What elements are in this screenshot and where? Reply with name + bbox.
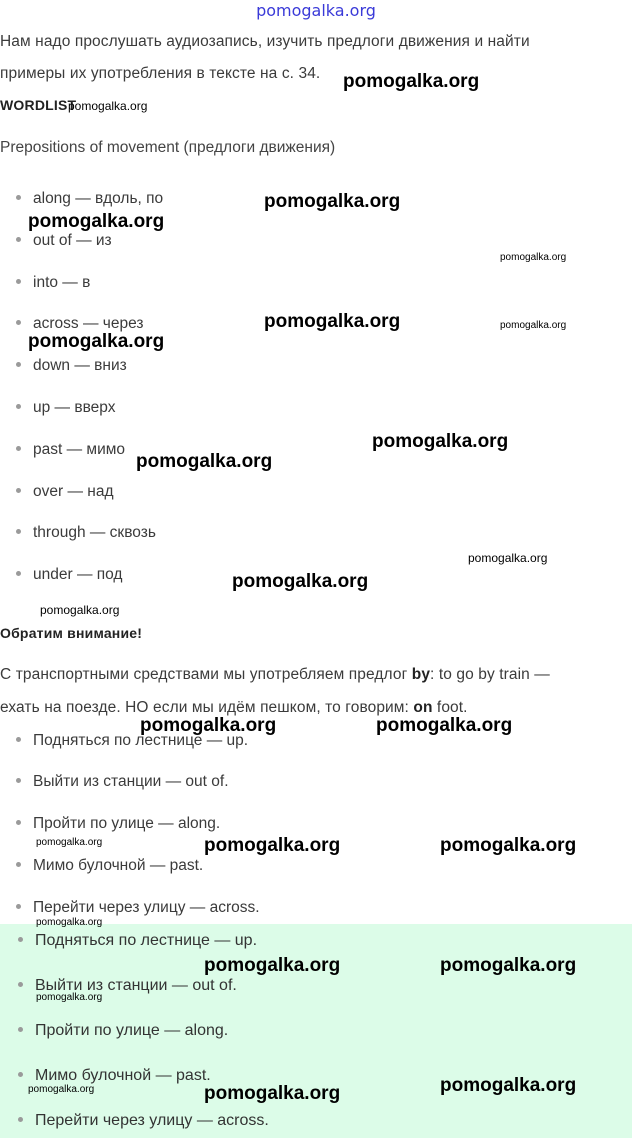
list-item: [16, 188, 163, 210]
list-item-text: Пройти по улице — along.: [35, 1022, 229, 1039]
list-item-text: Мимо булочной — past.: [35, 1067, 211, 1084]
list-item: [16, 481, 114, 503]
wordlist-heading: WORDLIST: [0, 97, 77, 113]
list-item-text: Перейти через улицу — across.: [35, 1112, 269, 1129]
list-item-text: down — вниз: [33, 357, 127, 374]
note-text: ехать на поезде. НО если мы идём пешком, то говорим:: [0, 699, 414, 716]
list-item-text: past — мимо: [33, 441, 126, 458]
list-item: [18, 930, 257, 952]
list-item-text: under — под: [33, 566, 123, 583]
list-item: [16, 522, 156, 544]
list-item-text: out of — из: [33, 232, 112, 249]
bullet-icon: [16, 778, 21, 783]
bullet-icon: [18, 1072, 23, 1077]
note-heading: Обратим внимание!: [0, 625, 143, 641]
bullet-icon: [16, 362, 21, 367]
bullet-icon: [18, 982, 23, 987]
watermark: pomogalka.org: [264, 191, 401, 212]
note-bold-by: by: [411, 666, 431, 683]
list-item: [16, 771, 229, 793]
watermark: pomogalka.org: [140, 715, 277, 736]
watermark: pomogalka.org: [468, 551, 548, 565]
site-header-logo[interactable]: pomogalka.org: [256, 1, 376, 20]
list-item-text: across — через: [33, 315, 144, 332]
bullet-icon: [18, 1117, 23, 1122]
watermark: pomogalka.org: [68, 99, 148, 113]
bullet-icon: [16, 529, 21, 534]
list-item: [16, 230, 112, 252]
list-item: [16, 397, 115, 419]
bullet-icon: [16, 904, 21, 909]
bullet-icon: [16, 404, 21, 409]
watermark: pomogalka.org: [40, 603, 120, 617]
list-item-text: along — вдоль, по: [33, 190, 164, 207]
note-text: foot.: [432, 699, 468, 716]
list-item-text: into — в: [33, 274, 91, 291]
list-item: [16, 355, 127, 377]
list-item-text: Подняться по лестнице — up.: [35, 932, 258, 949]
list-item-text: Подняться по лестнице — up.: [33, 732, 249, 749]
list-item-text: Пройти по улице — along.: [33, 815, 221, 832]
note-text: : to go by train —: [430, 666, 550, 683]
bullet-icon: [18, 937, 23, 942]
watermark: pomogalka.org: [343, 71, 480, 92]
list-item-text: Мимо булочной — past.: [33, 857, 204, 874]
watermark: pomogalka.org: [440, 955, 577, 976]
note-line-1: [0, 659, 632, 691]
prepositions-heading: Prepositions of movement (предлоги движения): [0, 139, 336, 156]
watermark: pomogalka.org: [500, 320, 567, 331]
bullet-icon: [16, 320, 21, 325]
watermark: pomogalka.org: [28, 331, 165, 352]
note-text: С транспортными средствами мы употребляем предлог: [0, 666, 412, 683]
watermark: pomogalka.org: [440, 835, 577, 856]
watermark: pomogalka.org: [204, 835, 341, 856]
list-item: [16, 564, 122, 586]
bullet-icon: [16, 737, 21, 742]
list-item-text: up — вверх: [33, 399, 116, 416]
watermark: pomogalka.org: [372, 431, 509, 452]
list-item: [16, 897, 260, 919]
watermark: pomogalka.org: [28, 211, 165, 232]
watermark: pomogalka.org: [36, 837, 103, 848]
bullet-icon: [16, 195, 21, 200]
bullet-icon: [16, 488, 21, 493]
watermark: pomogalka.org: [440, 1075, 577, 1096]
list-item: [18, 1020, 228, 1042]
bullet-icon: [16, 862, 21, 867]
bullet-icon: [16, 237, 21, 242]
list-item: [16, 272, 90, 294]
list-item: [16, 813, 220, 835]
bullet-icon: [16, 571, 21, 576]
note-line-2: [0, 692, 632, 724]
list-item-text: Выйти из станции — out of.: [35, 977, 237, 994]
list-item-text: through — сквозь: [33, 524, 156, 541]
list-item-text: over — над: [33, 483, 114, 500]
list-item: [16, 855, 203, 877]
watermark: pomogalka.org: [136, 451, 273, 472]
bullet-icon: [16, 279, 21, 284]
watermark: pomogalka.org: [232, 571, 369, 592]
watermark: pomogalka.org: [264, 311, 401, 332]
list-item: [18, 1110, 269, 1132]
bullet-icon: [16, 446, 21, 451]
watermark: pomogalka.org: [204, 1083, 341, 1104]
watermark: pomogalka.org: [500, 252, 567, 263]
watermark: pomogalka.org: [36, 917, 103, 928]
list-item-text: Выйти из станции — out of.: [33, 773, 229, 790]
note-bold-on: on: [413, 699, 433, 716]
intro-line-1: Нам надо прослушать аудиозапись, изучить предлоги движения и найти: [0, 33, 530, 50]
watermark: pomogalka.org: [376, 715, 513, 736]
list-item: [16, 439, 125, 461]
bullet-icon: [16, 820, 21, 825]
watermark: pomogalka.org: [36, 992, 103, 1003]
watermark: pomogalka.org: [28, 1084, 95, 1095]
bullet-icon: [18, 1027, 23, 1032]
list-item-text: Перейти через улицу — across.: [33, 899, 260, 916]
watermark: pomogalka.org: [204, 955, 341, 976]
intro-line-2: примеры их употребления в тексте на с. 34.: [0, 65, 321, 82]
